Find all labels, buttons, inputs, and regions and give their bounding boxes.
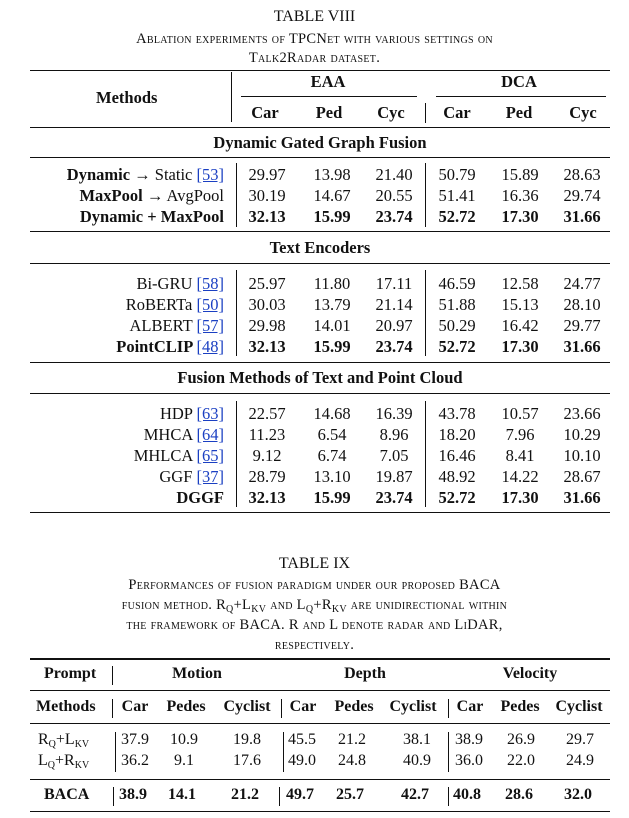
table9-header-prompt-divider <box>112 666 113 685</box>
table8-value-cell: 32.13 <box>248 337 286 356</box>
method-sub: KV <box>74 739 90 750</box>
table9-col-header: Car <box>456 698 484 715</box>
table8-row-method <box>30 316 224 336</box>
table9-vbar <box>281 699 282 718</box>
table8-value-cell: 8.96 <box>379 425 409 444</box>
table8-value-cell: 15.89 <box>501 165 539 184</box>
table9-vbar <box>448 732 449 772</box>
method-part1: Dynamic <box>66 165 131 184</box>
table9-vbar <box>448 699 449 718</box>
method-letter: +R <box>55 752 75 769</box>
table8-value-cell: 25.97 <box>248 274 286 293</box>
table8-section-rule <box>30 157 610 158</box>
method-name: Bi-GRU <box>136 274 193 293</box>
arrow-glyph: → <box>142 186 167 205</box>
table8-row-method <box>30 274 224 294</box>
table9-value-cell: 45.5 <box>288 731 316 748</box>
table8-row-method <box>30 186 224 206</box>
table8-value-cell: 15.99 <box>313 337 351 356</box>
table8-section-rule <box>30 362 610 363</box>
caption-frag: are unidirectional within <box>346 597 508 613</box>
table8-value-cell: 29.77 <box>563 316 601 335</box>
table8-value-cell: 13.79 <box>313 295 351 314</box>
table8-group-underline-dca <box>436 96 606 97</box>
table8-value-cell: 16.39 <box>375 404 413 423</box>
table8-caption-line1: Ablation experiments of TPCNet with various settings on <box>136 31 493 47</box>
table9-final-value-cell: 38.9 <box>119 786 147 803</box>
table8-value-cell: 6.74 <box>317 446 347 465</box>
citation-link[interactable]: [57] <box>196 316 224 335</box>
table8-value-cell: 14.22 <box>501 467 539 486</box>
table8-section-title: Dynamic Gated Graph Fusion <box>213 133 427 152</box>
method-part2: AvgPool <box>166 186 224 205</box>
method-part1: Dynamic + MaxPool <box>79 207 224 226</box>
table9-header-depth: Depth <box>344 665 386 682</box>
table8-value-cell: 28.63 <box>563 165 601 184</box>
method-name: MHCA <box>143 425 193 444</box>
table9-value-cell: 49.0 <box>288 752 316 769</box>
table8-value-cell: 21.14 <box>375 295 413 314</box>
table9-value-cell: 36.0 <box>455 752 483 769</box>
table9-value-cell: 17.6 <box>233 752 261 769</box>
method-sub: KV <box>74 760 90 771</box>
table8-title: TABLE VIII <box>273 8 356 25</box>
table9-vbar <box>283 732 284 772</box>
table8-value-cell: 31.66 <box>563 337 601 356</box>
table8-value-cell: 16.36 <box>501 186 539 205</box>
table8-value-cell: 24.77 <box>563 274 601 293</box>
table8-value-cell: 52.72 <box>438 488 476 507</box>
table8-caption-line2: Talk2Radar dataset. <box>248 50 381 66</box>
table8-value-cell: 14.67 <box>313 186 351 205</box>
table8-value-cell: 9.12 <box>252 446 282 465</box>
table8-value-cell: 10.29 <box>563 425 601 444</box>
table8-value-cell: 8.41 <box>505 446 535 465</box>
table9-vbar <box>112 699 113 718</box>
table8-row-method <box>30 488 224 508</box>
table9-vbar <box>279 787 280 806</box>
table8-value-cell: 21.40 <box>375 165 413 184</box>
table9-header-prompt: Prompt <box>44 665 97 682</box>
table8-value-cell: 16.46 <box>438 446 476 465</box>
table8-value-cell: 23.74 <box>375 488 413 507</box>
table8-value-cell: 23.74 <box>375 207 413 226</box>
table9-top-rule <box>30 658 610 660</box>
method-sub: Q <box>48 739 56 750</box>
table9-bottom-rule <box>30 811 610 812</box>
table8-value-cell: 17.11 <box>375 274 413 293</box>
arrow-glyph: → <box>130 165 155 184</box>
table8-value-cell: 32.13 <box>248 207 286 226</box>
table8-value-cell: 7.96 <box>505 425 535 444</box>
table8-col-ped-dca: Ped <box>505 103 533 122</box>
table8-value-cell: 16.42 <box>501 316 539 335</box>
table8-value-cell: 29.98 <box>248 316 286 335</box>
table8-value-cell: 28.10 <box>563 295 601 314</box>
table9-final-value-cell: 42.7 <box>401 786 429 803</box>
table9-col-header: Pedes <box>500 698 540 715</box>
table8-value-cell: 48.92 <box>438 467 476 486</box>
table9-col-header: Car <box>289 698 317 715</box>
table9-vbar <box>448 787 449 806</box>
citation-link[interactable]: [53] <box>196 165 224 184</box>
table8-value-cell: 31.66 <box>563 488 601 507</box>
method-part2: Static <box>154 165 193 184</box>
citation-link[interactable]: [50] <box>196 295 224 314</box>
table8-row-method <box>30 425 224 445</box>
method-name: RoBERTa <box>125 295 193 314</box>
citation-link[interactable]: [37] <box>196 467 224 486</box>
method-part1: MaxPool <box>79 186 143 205</box>
table9-value-cell: 40.9 <box>403 752 431 769</box>
table9-subheader-rule <box>30 723 610 724</box>
table8-value-cell: 17.30 <box>501 488 539 507</box>
method-name: DGGF <box>176 488 224 507</box>
table9-value-cell: 37.9 <box>121 731 149 748</box>
table8-col-cyc-dca: Cyc <box>569 103 597 122</box>
table9-header-motion: Motion <box>172 665 222 682</box>
table8-value-cell: 31.66 <box>563 207 601 226</box>
table8-value-cell: 23.66 <box>563 404 601 423</box>
table8-section-title: Fusion Methods of Text and Point Cloud <box>177 368 463 387</box>
caption-frag: fusion method. R <box>121 597 227 613</box>
table8-section-rule <box>30 263 610 264</box>
table8-value-cell: 17.30 <box>501 337 539 356</box>
citation-link[interactable]: [48] <box>196 337 224 356</box>
table8-value-cell: 14.68 <box>313 404 351 423</box>
table9-value-cell: 26.9 <box>507 731 535 748</box>
table8-value-cell: 50.79 <box>438 165 476 184</box>
table8-value-cell: 12.58 <box>501 274 539 293</box>
table9-final-value-cell: 25.7 <box>336 786 364 803</box>
table8-top-rule <box>30 70 610 71</box>
table8-value-cell: 15.99 <box>313 207 351 226</box>
table8-value-cell: 13.98 <box>313 165 351 184</box>
table9-col-header: Cyclist <box>223 698 271 715</box>
table8-value-cell: 43.78 <box>438 404 476 423</box>
table8-value-cell: 52.72 <box>438 337 476 356</box>
table9-final-value-cell: 21.2 <box>231 786 259 803</box>
caption-sub: Q <box>305 604 314 615</box>
table9-row-method <box>38 752 89 771</box>
table8-value-cell: 28.79 <box>248 467 286 486</box>
table8-header-methods: Methods <box>96 88 158 107</box>
table8-section-rule <box>30 231 610 232</box>
table8-header-dca: DCA <box>501 72 537 91</box>
table9-header-methods: Methods <box>36 698 96 715</box>
method-letter: L <box>38 752 48 769</box>
table9-value-cell: 22.0 <box>507 752 535 769</box>
table8-value-cell: 23.74 <box>375 337 413 356</box>
table9-caption-line1: Performances of fusion paradigm under our proposed BACA <box>128 577 501 593</box>
method-name: MHLCA <box>133 446 193 465</box>
table9-col-header: Cyclist <box>389 698 437 715</box>
table9-final-value-cell: 32.0 <box>564 786 592 803</box>
table9-caption-line3: the framework of BACA. R and L denote radar and LiDAR, <box>126 617 503 633</box>
table8-value-cell: 11.80 <box>313 274 351 293</box>
table8-value-cell: 50.29 <box>438 316 476 335</box>
table8-row-method <box>30 467 224 487</box>
method-name: HDP <box>159 404 193 423</box>
table9-final-method: BACA <box>44 786 90 803</box>
table8-value-cell: 32.13 <box>248 488 286 507</box>
table9-header-rule <box>30 690 610 691</box>
table8-value-cell: 29.97 <box>248 165 286 184</box>
table9-caption-line2 <box>0 597 629 615</box>
table8-col-car-dca: Car <box>443 103 471 122</box>
method-letter: +L <box>55 731 75 748</box>
table8-row-method <box>30 165 224 185</box>
table8-header-rule <box>30 127 610 128</box>
table8-group-underline-eaa <box>241 96 417 97</box>
table8-row-method <box>30 295 224 315</box>
table9-col-header: Car <box>121 698 149 715</box>
citation-link[interactable]: [58] <box>196 274 224 293</box>
caption-sub: Q <box>226 604 234 615</box>
table8-value-cell: 51.41 <box>438 186 476 205</box>
table8-value-cell: 30.19 <box>248 186 286 205</box>
table8-value-cell: 7.05 <box>379 446 409 465</box>
table9-value-cell: 10.9 <box>170 731 198 748</box>
table8-row-method <box>30 207 224 227</box>
method-name: PointCLIP <box>116 337 193 356</box>
table8-section-rule <box>30 393 610 394</box>
table9-col-header: Pedes <box>334 698 374 715</box>
table8-value-cell: 14.01 <box>313 316 351 335</box>
table9-title: TABLE IX <box>278 555 351 572</box>
table8-col-ped-eaa: Ped <box>315 103 343 122</box>
method-sub: Q <box>47 760 56 771</box>
table8-row-method <box>30 404 224 424</box>
table8-section-title: Text Encoders <box>269 238 371 257</box>
table9-col-header: Pedes <box>166 698 206 715</box>
table9-value-cell: 24.9 <box>566 752 594 769</box>
table8-row-method <box>30 337 224 357</box>
table8-header-eaa: EAA <box>310 72 346 91</box>
caption-frag: +L <box>233 597 252 613</box>
table8-value-cell: 18.20 <box>438 425 476 444</box>
caption-sub: KV <box>251 604 267 615</box>
table9-final-value-cell: 28.6 <box>505 786 533 803</box>
table9-row-method <box>38 731 89 750</box>
table8-value-cell: 10.10 <box>563 446 601 465</box>
table8-value-cell: 51.88 <box>438 295 476 314</box>
table8-value-cell: 30.03 <box>248 295 286 314</box>
method-name: GGF <box>159 467 193 486</box>
citation-link[interactable]: [63] <box>196 404 224 423</box>
table9-value-cell: 38.1 <box>403 731 431 748</box>
table8-value-cell: 46.59 <box>438 274 476 293</box>
table8-value-cell: 6.54 <box>317 425 347 444</box>
table8-value-cell: 20.55 <box>375 186 413 205</box>
citation-link[interactable]: [64] <box>196 425 224 444</box>
table8-value-cell: 15.13 <box>501 295 539 314</box>
table8-row-method <box>30 446 224 466</box>
table9-final-value-cell: 14.1 <box>168 786 196 803</box>
citation-link[interactable]: [65] <box>196 446 224 465</box>
method-letter: R <box>38 731 49 748</box>
table8-value-cell: 28.67 <box>563 467 601 486</box>
table8-value-cell: 11.23 <box>248 425 286 444</box>
caption-frag: +R <box>313 597 332 613</box>
table9-caption-line4: respectively. <box>274 637 355 653</box>
table9-final-value-cell: 40.8 <box>453 786 481 803</box>
table9-value-cell: 24.8 <box>338 752 366 769</box>
table8-value-cell: 52.72 <box>438 207 476 226</box>
table9-value-cell: 29.7 <box>566 731 594 748</box>
table8-col-cyc-eaa: Cyc <box>377 103 405 122</box>
table9-col-header: Cyclist <box>555 698 603 715</box>
table8-value-cell: 15.99 <box>313 488 351 507</box>
table8-value-cell: 19.87 <box>375 467 413 486</box>
table8-value-cell: 29.74 <box>563 186 601 205</box>
table9-header-velocity: Velocity <box>502 665 558 682</box>
table8-value-cell: 20.97 <box>375 316 413 335</box>
table9-value-cell: 38.9 <box>455 731 483 748</box>
table9-vbar <box>113 787 114 806</box>
table9-value-cell: 19.8 <box>233 731 261 748</box>
table9-value-cell: 9.1 <box>174 752 194 769</box>
table8-bottom-rule <box>30 512 610 513</box>
caption-sub: KV <box>331 604 347 615</box>
table9-final-rule <box>30 779 610 780</box>
caption-frag: and L <box>266 597 306 613</box>
table8-value-cell: 10.57 <box>501 404 539 423</box>
table8-value-cell: 17.30 <box>501 207 539 226</box>
table8-col-car-eaa: Car <box>251 103 279 122</box>
table9-final-value-cell: 49.7 <box>286 786 314 803</box>
table8-value-cell: 13.10 <box>313 467 351 486</box>
table8-value-cell: 22.57 <box>248 404 286 423</box>
method-name: ALBERT <box>129 316 193 335</box>
table9-value-cell: 21.2 <box>338 731 366 748</box>
table9-value-cell: 36.2 <box>121 752 149 769</box>
table9-vbar <box>115 732 116 772</box>
